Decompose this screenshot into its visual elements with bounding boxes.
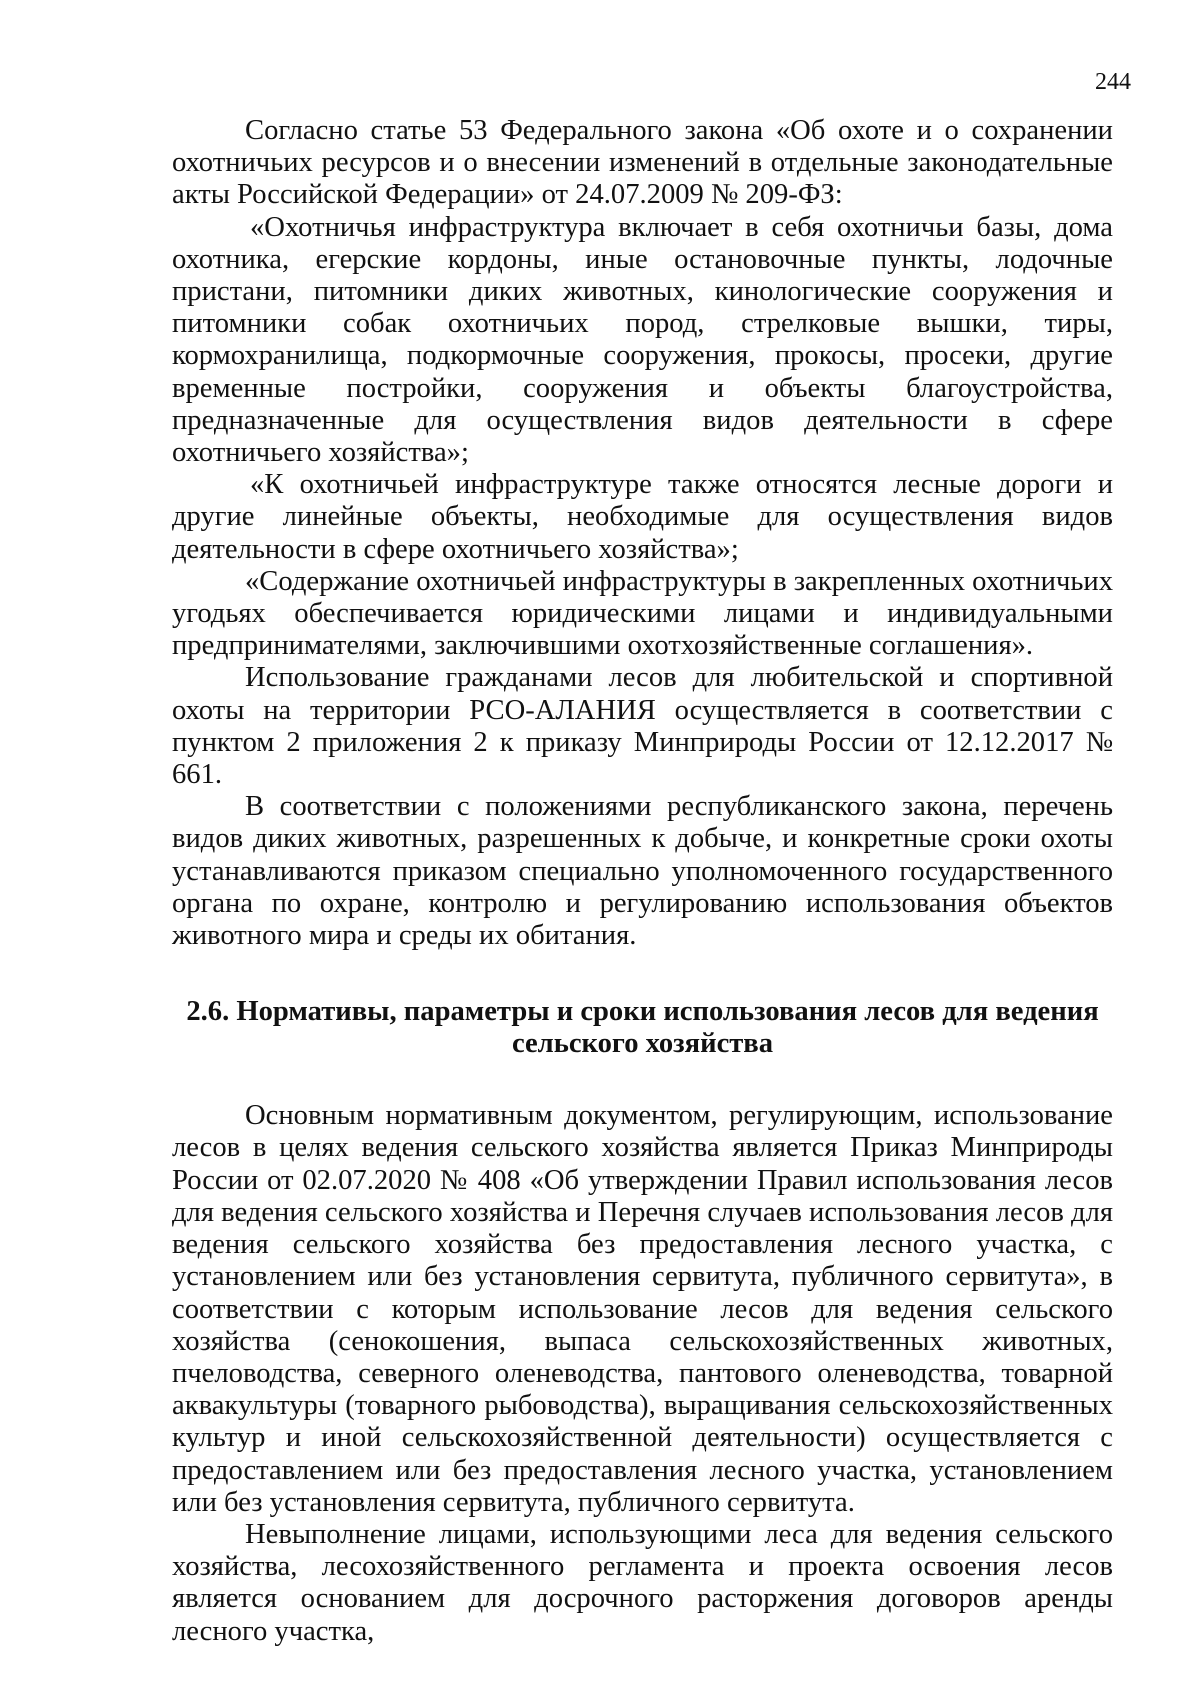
section-heading xyxy=(172,996,1113,1060)
paragraph-hunting-species: В соответствии с положениями республиканского закона, перечень видов диких животных, разрешенных к добыче, и конкретные сроки охоты устанавливаются приказом специально уполномоченного государственного органа по охране, контролю и регулированию использования объектов животного мира и среды их обитания. xyxy=(172,791,1113,952)
section-heading-line-2: сельского хозяйства xyxy=(511,1028,774,1060)
paragraph-hunting-usage: Использование гражданами лесов для любительской и спортивной охоты на территории РСО-АЛАНИЯ осуществляется в соответствии с пунктом 2 приложения 2 к приказу Минприроды России от 12.12.2017 № 661. xyxy=(172,662,1113,791)
paragraph-law-reference: Согласно статье 53 Федерального закона «Об охоте и о сохранении охотничьих ресурсов и о внесении изменений в отдельные законодательные акты Российской Федерации» от 24.07.2009 № 209-ФЗ: xyxy=(172,115,1113,211)
paragraph-agriculture-regulation: Основным нормативным документом, регулирующим, использование лесов в целях ведения сельского хозяйства является Приказ Минприроды России от 02.07.2020 № 408 «Об утверждении Правил использования лесов для ведения сельского хозяйства и Перечня случаев использования лесов для ведения сельского хозяйства без предоставления лесного участка, с установлением или без установления сервитута, публичного сервитута», в соответствии с которым использование лесов для ведения сельского хозяйства (сенокошения, выпаса сельскохозяйственных животных, пчеловодства, северного оленеводства, пантового оленеводства, товарной аквакультуры (товарного рыбоводства), выращивания сельскохозяйственных культур и иной сельскохозяйственной деятельности) осуществляется с предоставлением или без предоставления лесного участка, установлением или без установления сервитута, публичного сервитута. xyxy=(172,1100,1113,1518)
document-body xyxy=(172,115,1113,1648)
spacer xyxy=(172,952,1113,996)
paragraph-infrastructure-definition: «Охотничья инфраструктура включает в себя охотничьи базы, дома охотника, егерские кордоны, иные остановочные пункты, лодочные пристани, питомники диких животных, кинологические сооружения и питомники собак охотничьих пород, стрелковые вышки, тиры, кормохранилища, подкормочные сооружения, прокосы, просеки, другие временные постройки, сооружения и объекты благоустройства, предназначенные для осуществления видов деятельности в сфере охотничьего хозяйства»; xyxy=(172,211,1113,469)
page-number: 244 xyxy=(1095,69,1131,95)
spacer xyxy=(172,1060,1113,1100)
paragraph-infrastructure-maintenance: «Содержание охотничьей инфраструктуры в закрепленных охотничьих угодьях обеспечивается юридическими лицами и индивидуальными предпринимателями, заключившими охотхозяйственные соглашения». xyxy=(172,565,1113,662)
paragraph-infrastructure-roads: «К охотничьей инфраструктуре также относятся лесные дороги и другие линейные объекты, необходимые для осуществления видов деятельности в сфере охотничьего хозяйства»; xyxy=(172,469,1113,565)
paragraph-agriculture-violation: Невыполнение лицами, использующими леса для ведения сельского хозяйства, лесохозяйственного регламента и проекта освоения лесов является основанием для досрочного расторжения договоров аренды лесного участка, xyxy=(172,1518,1113,1647)
section-heading-line-1: 2.6. Нормативы, параметры и сроки использования лесов для ведения xyxy=(186,996,1099,1028)
